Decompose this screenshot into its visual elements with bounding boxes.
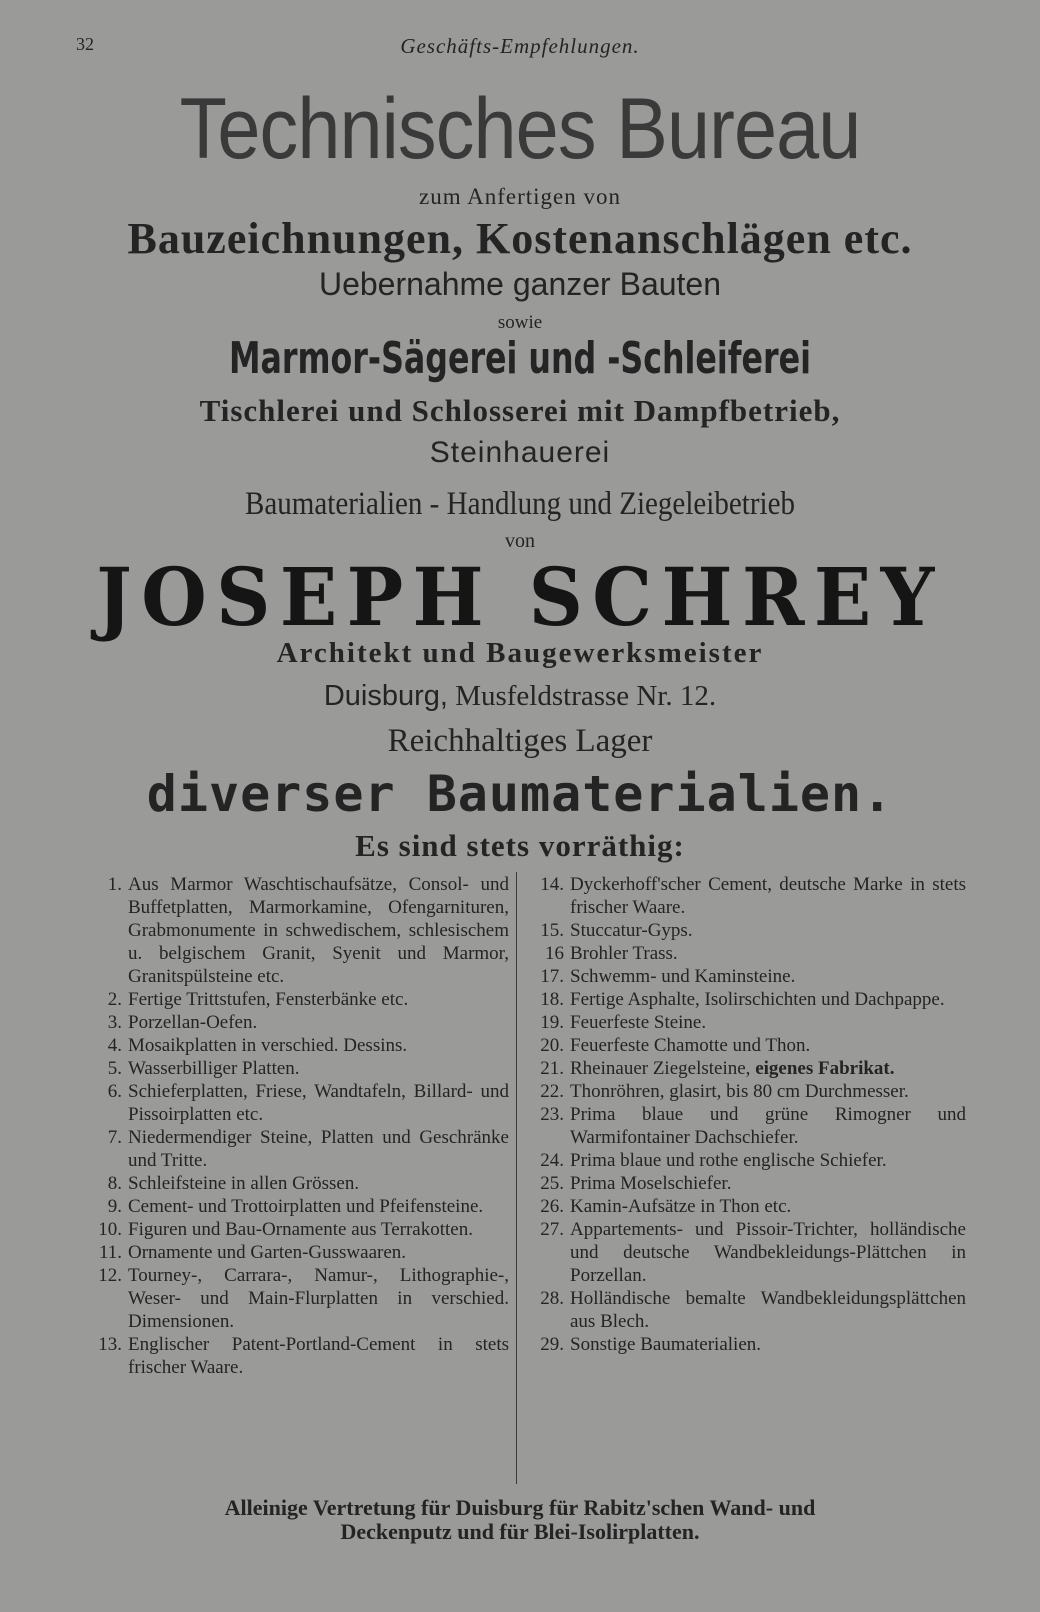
list-item-text-plain: Cement- und Trottoirplatten und Pfeifensteine. bbox=[128, 1196, 484, 1217]
ad-line-11: diverser Baumaterialien. bbox=[146, 765, 894, 823]
ad-line-9: von bbox=[505, 530, 535, 552]
list-item bbox=[526, 1103, 966, 1149]
list-item-number: 24. bbox=[540, 1150, 564, 1171]
list-item-number: 25. bbox=[540, 1173, 564, 1194]
list-item-number: 19. bbox=[540, 1012, 564, 1033]
list-item-text bbox=[570, 1195, 966, 1218]
list-item bbox=[526, 1149, 966, 1172]
list-item-number: 2. bbox=[107, 989, 122, 1010]
list-item-text-plain: Appartements- und Pissoir-Trichter, holländische und deutsche Wandbekleidungs-Plättchen in Porzellan. bbox=[570, 1219, 966, 1286]
list-item-text-plain: Fertige Trittstufen, Fensterbänke etc. bbox=[128, 989, 409, 1010]
product-list-right bbox=[526, 873, 966, 1356]
list-item-number: 17. bbox=[540, 966, 564, 987]
company-name: JOSEPH SCHREY bbox=[96, 550, 944, 644]
list-item-text-plain: Holländische bemalte Wandbekleidungsplättchen aus Blech. bbox=[570, 1288, 966, 1332]
list-item-text-plain: Niedermendiger Steine, Platten und Geschränke und Tritte. bbox=[128, 1127, 509, 1171]
list-item-text bbox=[128, 1080, 509, 1126]
ad-line-3: Uebernahme ganzer Bauten bbox=[318, 266, 722, 302]
list-item-text-plain: Englischer Patent-Portland-Cement in stets frischer Waare. bbox=[128, 1334, 509, 1378]
list-item-text bbox=[570, 1218, 966, 1287]
list-item bbox=[84, 1241, 509, 1264]
list-item-text bbox=[570, 1287, 966, 1333]
page-number: 32 bbox=[76, 34, 94, 54]
ad-line-2: Bauzeichnungen, Kostenanschlägen etc. bbox=[127, 214, 913, 263]
list-item-text-plain: Aus Marmor Waschtischaufsätze, Consol- und Buffetplatten, Marmorkamine, Ofengarnituren, Grabmonumente in schwedischem, schlesischem u. belgischem Granit, Syenit und Marmor, Granitspülsteine etc. bbox=[128, 874, 509, 987]
list-item-text bbox=[128, 1241, 509, 1264]
list-item-number: 14. bbox=[540, 874, 564, 895]
list-item-text-plain: Prima blaue und rothe englische Schiefer. bbox=[570, 1150, 887, 1171]
list-item bbox=[84, 1264, 509, 1333]
list-item-number: 16 bbox=[545, 943, 564, 964]
list-item-number: 13. bbox=[98, 1334, 122, 1355]
footer-note bbox=[0, 1496, 1040, 1544]
ad-line-8: Baumaterialien - Handlung und Ziegeleibetrieb bbox=[245, 486, 795, 522]
list-item-text-plain: Schleifsteine in allen Grössen. bbox=[128, 1173, 360, 1194]
list-item-text bbox=[570, 1333, 966, 1356]
list-item-text-plain: Dyckerhoff'scher Cement, deutsche Marke in stets frischer Waare. bbox=[570, 874, 966, 918]
list-item-text bbox=[570, 919, 966, 942]
list-item-text-plain: Feuerfeste Steine. bbox=[570, 1012, 707, 1033]
address bbox=[0, 680, 1040, 713]
list-item-text bbox=[570, 1057, 966, 1080]
list-item bbox=[84, 873, 509, 988]
list-item-number: 7. bbox=[107, 1127, 122, 1148]
list-item-text-plain: Porzellan-Oefen. bbox=[128, 1012, 258, 1033]
ad-line-7: Steinhauerei bbox=[429, 436, 611, 469]
list-item bbox=[84, 1080, 509, 1126]
list-item-number: 11. bbox=[98, 1242, 122, 1263]
list-item bbox=[84, 988, 509, 1011]
list-item-text-plain: Schwemm- und Kaminsteine. bbox=[570, 966, 796, 987]
list-item-text bbox=[570, 873, 966, 919]
list-item-text-plain: Prima Moselschiefer. bbox=[570, 1173, 732, 1194]
list-item bbox=[526, 965, 966, 988]
list-item-text-plain: Kamin-Aufsätze in Thon etc. bbox=[570, 1196, 792, 1217]
list-item-number: 22. bbox=[540, 1081, 564, 1102]
list-item bbox=[526, 919, 966, 942]
list-item-text bbox=[570, 965, 966, 988]
list-item bbox=[84, 1126, 509, 1172]
list-item bbox=[84, 1195, 509, 1218]
list-item bbox=[526, 942, 966, 965]
list-item-text bbox=[570, 1172, 966, 1195]
list-item-text bbox=[570, 1149, 966, 1172]
list-item bbox=[526, 873, 966, 919]
list-item-text-plain: Prima blaue und grüne Rimogner und Warmifontainer Dachschiefer. bbox=[570, 1104, 966, 1148]
list-item-text-plain: Sonstige Baumaterialien. bbox=[570, 1334, 762, 1355]
list-item-number: 3. bbox=[107, 1012, 122, 1033]
list-item bbox=[526, 1195, 966, 1218]
list-item-number: 21. bbox=[540, 1058, 564, 1079]
list-item-text-plain: Wasserbilliger Platten. bbox=[128, 1058, 300, 1079]
list-item-number: 28. bbox=[540, 1288, 564, 1309]
ad-line-1: zum Anfertigen von bbox=[419, 184, 621, 209]
ad-line-10: Reichhaltiges Lager bbox=[387, 723, 653, 759]
list-item bbox=[84, 1172, 509, 1195]
list-item bbox=[84, 1034, 509, 1057]
list-item-number: 15. bbox=[540, 920, 564, 941]
list-item-number: 27. bbox=[540, 1219, 564, 1240]
list-item-text-plain: Mosaikplatten in verschied. Dessins. bbox=[128, 1035, 408, 1056]
ad-line-5: Marmor-Sägerei und -Schleiferei bbox=[229, 333, 811, 384]
list-item bbox=[526, 1287, 966, 1333]
address-street: Musfeldstrasse Nr. 12. bbox=[455, 680, 717, 712]
list-item-text-plain: Tourney-, Carrara-, Namur-, Lithographie-, Weser- und Main-Flurplatten in verschied. Dimensionen. bbox=[128, 1265, 509, 1332]
ad-line-12: Es sind stets vorräthig: bbox=[355, 828, 685, 863]
list-item-text bbox=[128, 988, 509, 1011]
list-item bbox=[526, 1080, 966, 1103]
list-item-number: 26. bbox=[540, 1196, 564, 1217]
list-item-number: 8. bbox=[107, 1173, 122, 1194]
list-item-text bbox=[570, 1034, 966, 1057]
list-item-text bbox=[128, 873, 509, 988]
footer-line-1: Alleinige Vertretung für Duisburg für Rabitz'schen Wand- und bbox=[224, 1495, 816, 1520]
list-item-text bbox=[570, 1080, 966, 1103]
list-item-number: 9. bbox=[107, 1196, 122, 1217]
list-item bbox=[84, 1057, 509, 1080]
list-item-number: 5. bbox=[107, 1058, 122, 1079]
list-item bbox=[526, 1218, 966, 1287]
list-item-text-plain: Thonröhren, glasirt, bis 80 cm Durchmesser. bbox=[570, 1081, 909, 1102]
list-item bbox=[84, 1011, 509, 1034]
list-item bbox=[526, 988, 966, 1011]
list-item-text-plain: Stuccatur-Gyps. bbox=[570, 920, 693, 941]
list-item-text-bold: eigenes Fabrikat. bbox=[755, 1058, 895, 1079]
list-item-text bbox=[128, 1057, 509, 1080]
list-item-text bbox=[128, 1126, 509, 1172]
list-item-text-plain: Figuren und Bau-Ornamente aus Terrakotten. bbox=[128, 1219, 473, 1240]
list-item-number: 6. bbox=[107, 1081, 122, 1102]
list-item-number: 23. bbox=[540, 1104, 564, 1125]
list-item-number: 1. bbox=[107, 874, 122, 895]
list-item-text bbox=[128, 1034, 509, 1057]
list-item-text bbox=[128, 1264, 509, 1333]
ad-line-4: sowie bbox=[497, 312, 543, 333]
list-item bbox=[526, 1057, 966, 1080]
list-item-number: 29. bbox=[540, 1334, 564, 1355]
list-item-text bbox=[128, 1195, 509, 1218]
list-item-number: 4. bbox=[107, 1035, 122, 1056]
list-item-text-plain: Schieferplatten, Friese, Wandtafeln, Billard- und Pissoirplatten etc. bbox=[128, 1081, 509, 1125]
column-divider bbox=[516, 872, 517, 1484]
list-item bbox=[84, 1218, 509, 1241]
list-item-number: 10. bbox=[98, 1219, 122, 1240]
list-item bbox=[526, 1172, 966, 1195]
ad-title: Technisches Bureau bbox=[179, 81, 861, 177]
ad-line-6: Tischlerei und Schlosserei mit Dampfbetrieb, bbox=[199, 393, 841, 428]
list-item bbox=[526, 1011, 966, 1034]
list-item-text-plain: Brohler Trass. bbox=[570, 943, 678, 964]
list-item-text bbox=[128, 1172, 509, 1195]
address-city: Duisburg, bbox=[323, 680, 448, 712]
list-item-text bbox=[570, 988, 966, 1011]
running-header: Geschäfts-Empfehlungen. bbox=[400, 34, 640, 58]
profession: Architekt und Baugewerksmeister bbox=[276, 637, 764, 669]
list-item bbox=[526, 1333, 966, 1356]
list-item-text bbox=[128, 1218, 509, 1241]
list-item-text bbox=[128, 1011, 509, 1034]
list-item-text-plain: Fertige Asphalte, Isolirschichten und Dachpappe. bbox=[570, 989, 945, 1010]
list-item-text bbox=[570, 1103, 966, 1149]
list-item-number: 12. bbox=[98, 1265, 122, 1286]
list-item-number: 20. bbox=[540, 1035, 564, 1056]
list-item-number: 18. bbox=[540, 989, 564, 1010]
list-item-text bbox=[570, 942, 966, 965]
product-list-left bbox=[84, 873, 509, 1379]
footer-line-2: Deckenputz und für Blei-Isolirplatten. bbox=[340, 1519, 700, 1544]
list-item-text bbox=[128, 1333, 509, 1379]
list-item-text-plain: Feuerfeste Chamotte und Thon. bbox=[570, 1035, 811, 1056]
list-item bbox=[526, 1034, 966, 1057]
list-item-text bbox=[570, 1011, 966, 1034]
list-item-text-plain: Ornamente und Garten-Gusswaaren. bbox=[128, 1242, 407, 1263]
list-item bbox=[84, 1333, 509, 1379]
list-item-text-plain: Rheinauer Ziegelsteine, bbox=[570, 1058, 751, 1079]
